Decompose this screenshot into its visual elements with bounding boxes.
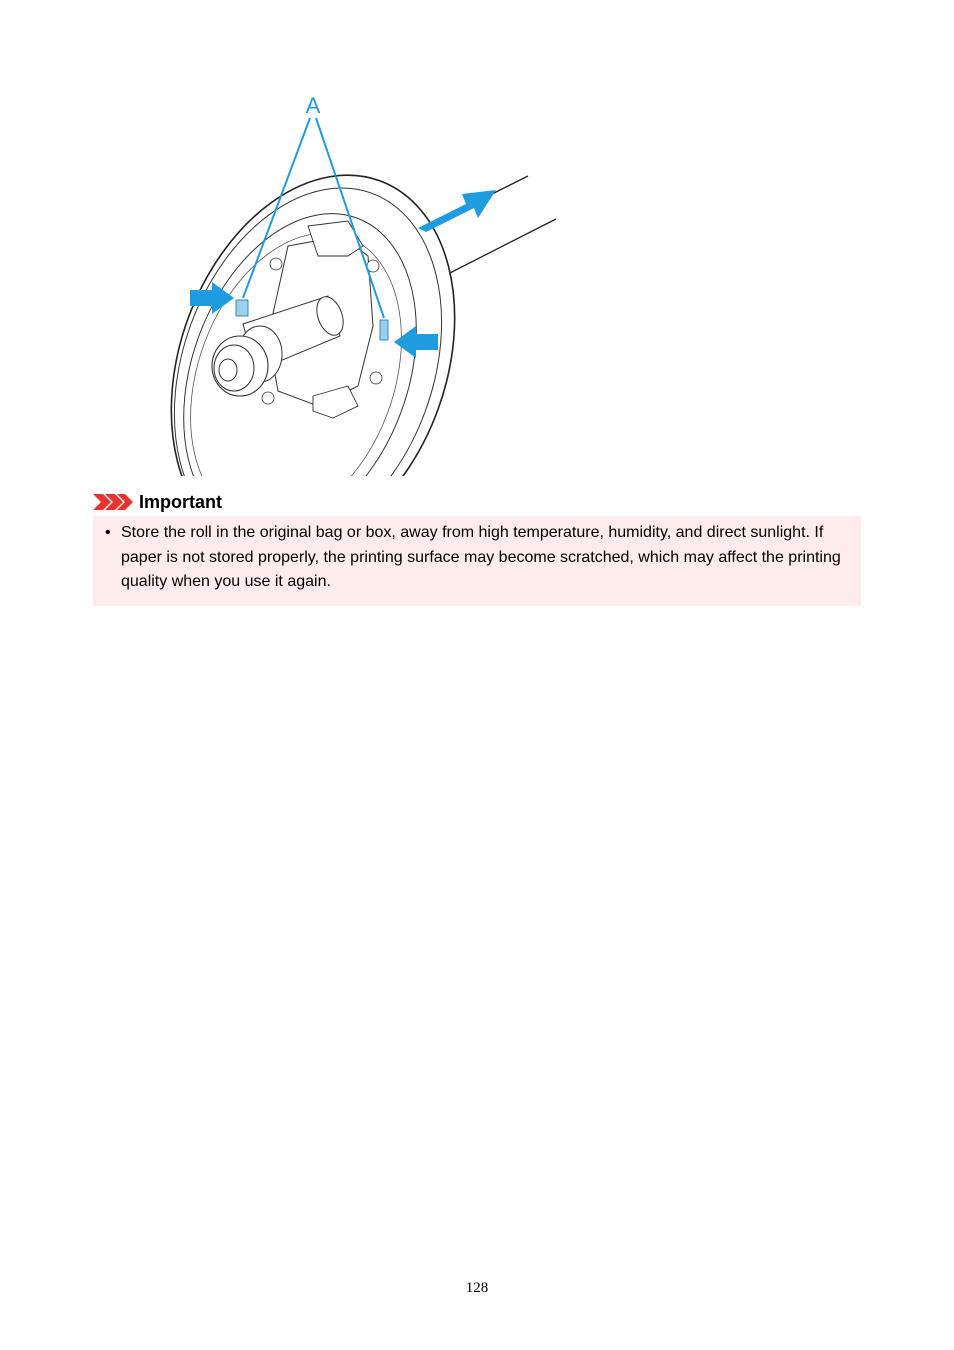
- important-note-text: Store the roll in the original bag or box, away from high temperature, humidity, and direct sunlight. If paper is not stored properly, the printing surface may become scratched, which may affect the printing quality when you use it again.: [121, 524, 841, 590]
- important-title: Important: [139, 492, 222, 512]
- page-number: 128: [465, 1280, 489, 1296]
- chevron-arrows-icon: [93, 494, 133, 510]
- bullet: •: [105, 524, 111, 541]
- important-note-box: [93, 516, 861, 606]
- callout-label-a: A: [305, 93, 321, 118]
- pull-direction-arrow-icon: [418, 190, 496, 232]
- important-header: [93, 490, 222, 514]
- roll-holder-illustration: [168, 86, 560, 476]
- list-item: [105, 521, 845, 595]
